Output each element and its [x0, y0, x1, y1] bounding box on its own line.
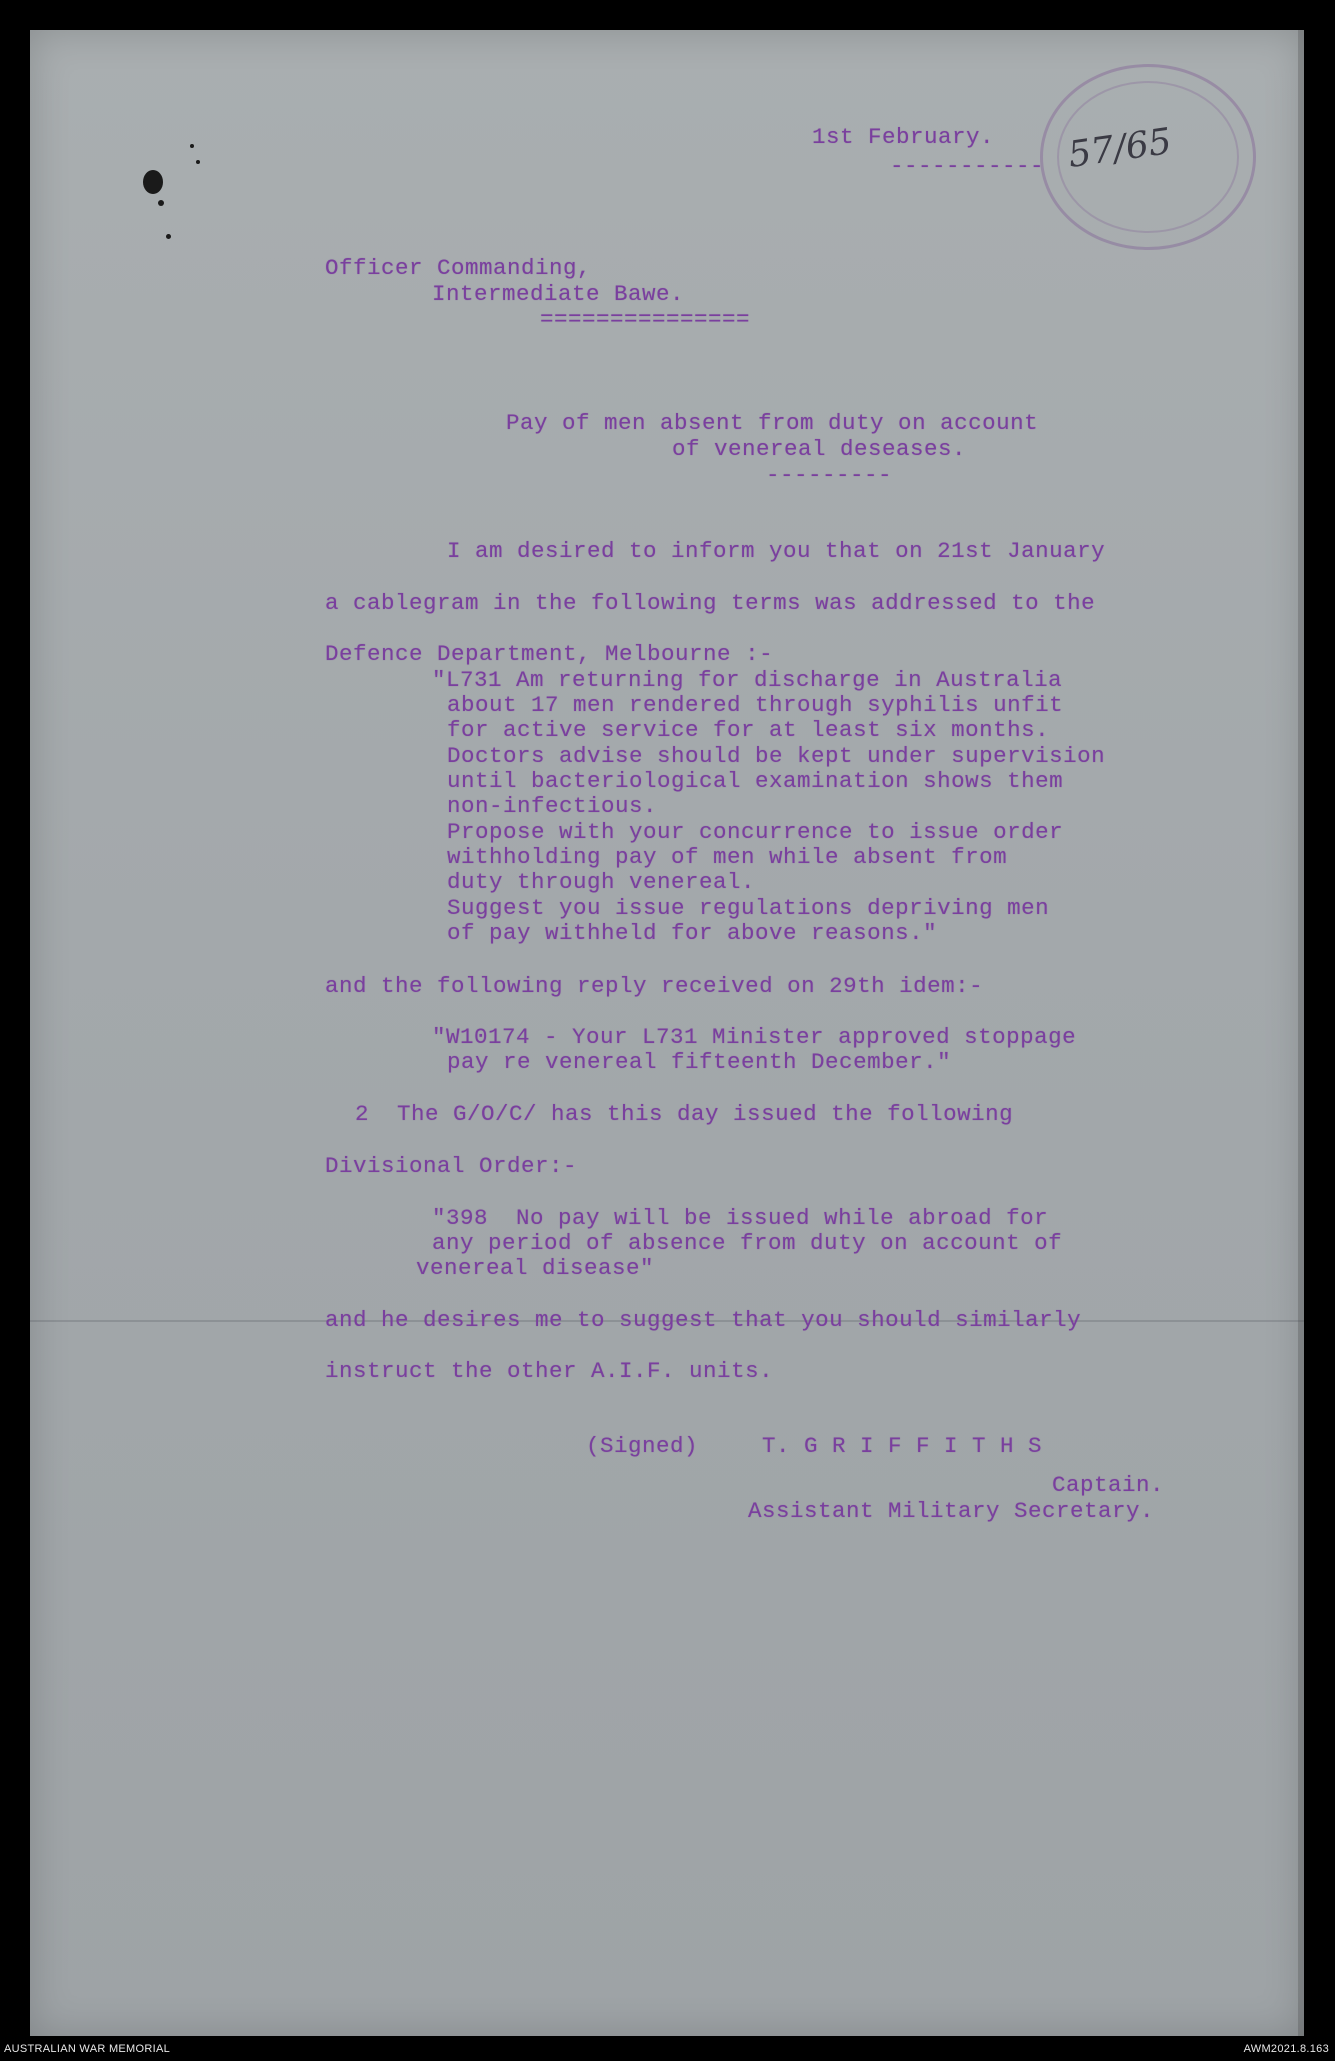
reply-intro: and the following reply received on 29th idem:-: [325, 973, 984, 999]
order-line: any period of absence from duty on account of: [432, 1230, 1063, 1256]
subject-line-2: of venereal deseases.: [672, 436, 967, 462]
order-line: venereal disease": [416, 1255, 655, 1281]
cable-line: Doctors advise should be kept under supervision: [447, 743, 1106, 769]
reply-line: pay re venereal fifteenth December.": [447, 1049, 952, 1075]
cable-line: for active service for at least six months.: [447, 717, 1050, 743]
date-underline: -----------: [890, 153, 1045, 179]
subject-line-1: Pay of men absent from duty on account: [506, 410, 1039, 436]
signatory-title: Assistant Military Secretary.: [748, 1498, 1155, 1524]
cable-line: withholding pay of men while absent from: [447, 844, 1008, 870]
paragraph-3-line-1: and he desires me to suggest that you should similarly: [325, 1307, 1082, 1333]
signatory-rank: Captain.: [1052, 1472, 1165, 1498]
cable-line: duty through venereal.: [447, 869, 756, 895]
footer-accession-number: AWM2021.8.163: [1243, 2043, 1329, 2055]
cable-line: Propose with your concurrence to issue order: [447, 819, 1064, 845]
reply-line: "W10174 - Your L731 Minister approved stoppage: [432, 1024, 1077, 1050]
cable-line: "L731 Am returning for discharge in Australia: [432, 667, 1063, 693]
signed-label: (Signed): [586, 1433, 699, 1459]
paragraph-2-line-1: 2 The G/O/C/ has this day issued the following: [355, 1101, 1014, 1127]
paragraph-2-line-2: Divisional Order:-: [325, 1153, 578, 1179]
addressee-line-2: Intermediate Bawe.: [432, 281, 685, 307]
paragraph-1-line-3: Defence Department, Melbourne :-: [325, 641, 774, 667]
handwritten-reference: 57/65: [1065, 120, 1175, 177]
footer-institution: AUSTRALIAN WAR MEMORIAL: [4, 2043, 171, 2055]
addressee-line-1: Officer Commanding,: [325, 255, 592, 281]
addressee-underline: ===============: [540, 306, 751, 332]
cable-line: non-infectious.: [447, 793, 658, 819]
paper-edge: [1298, 30, 1304, 2036]
signatory-name: T. G R I F F I T H S: [762, 1433, 1043, 1459]
paragraph-1-line-2: a cablegram in the following terms was addressed to the: [325, 590, 1096, 616]
cable-line: about 17 men rendered through syphilis unfit: [447, 692, 1064, 718]
ink-spot: [143, 170, 163, 194]
order-line: "398 No pay will be issued while abroad for: [432, 1205, 1049, 1231]
paragraph-1-line-1: I am desired to inform you that on 21st January: [447, 538, 1106, 564]
cable-line: Suggest you issue regulations depriving men: [447, 895, 1050, 921]
ink-spot: [196, 160, 200, 164]
date: 1st February.: [812, 124, 995, 150]
cable-line: until bacteriological examination shows them: [447, 768, 1064, 794]
subject-underline: ---------: [766, 462, 893, 488]
cable-line: of pay withheld for above reasons.": [447, 920, 938, 946]
paragraph-3-line-2: instruct the other A.I.F. units.: [325, 1358, 774, 1384]
ink-spot: [158, 200, 164, 206]
ink-spot: [166, 234, 171, 239]
ink-spot: [190, 144, 194, 148]
